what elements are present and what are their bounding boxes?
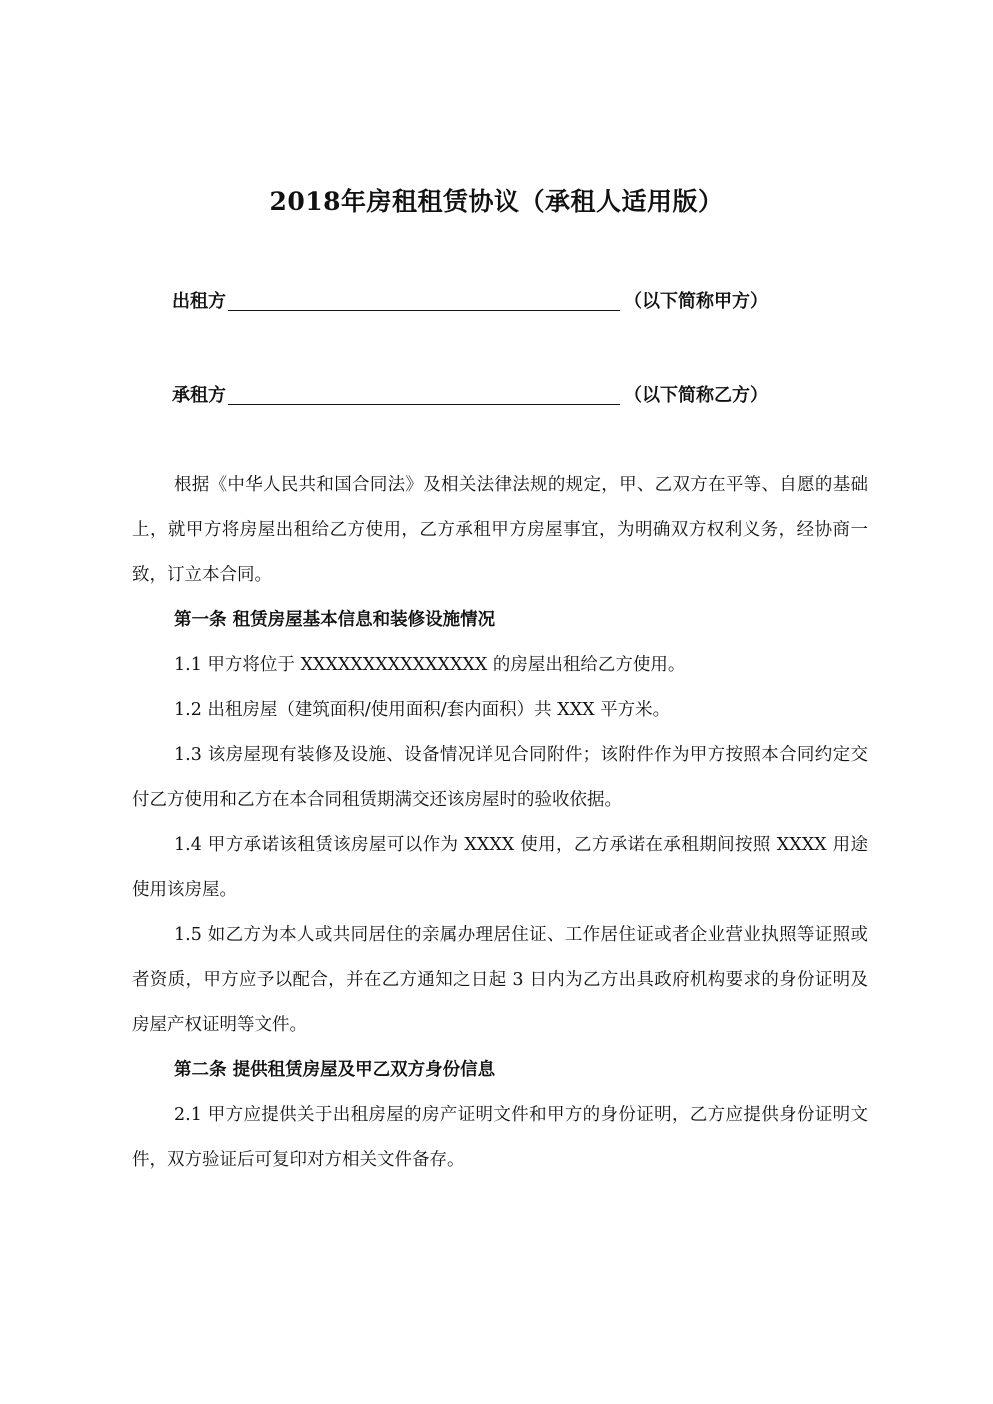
lessor-label: 出租方 bbox=[172, 291, 226, 312]
lessor-blank[interactable] bbox=[228, 288, 620, 311]
lessee-blank[interactable] bbox=[228, 382, 620, 405]
lessee-line bbox=[172, 377, 768, 407]
clause-1-4: 1.4 甲方承诺该租赁该房屋可以作为 XXXX 使用，乙方承诺在承租期间按照 XXXX 用途使用该房屋。 bbox=[132, 835, 868, 900]
clause-1-3: 1.3 该房屋现有装修及设施、设备情况详见合同附件；该附件作为甲方按照本合同约定交付乙方使用和乙方在本合同租赁期满交还该房屋时的验收依据。 bbox=[132, 745, 868, 810]
lessor-suffix: （以下简称甲方） bbox=[624, 291, 768, 312]
lessor-line bbox=[172, 283, 768, 313]
clause-1-2: 1.2 出租房屋（建筑面积/使用面积/套内面积）共 XXX 平方米。 bbox=[174, 700, 671, 720]
intro-paragraph: 根据《中华人民共和国合同法》及相关法律法规的规定，甲、乙双方在平等、自愿的基础上，就甲方将房屋出租给乙方使用，乙方承租甲方房屋事宜，为明确双方权利义务，经协商一致，订立本合同。 bbox=[132, 475, 868, 585]
section-2-heading: 第二条 提供租赁房屋及甲乙双方身份信息 bbox=[174, 1060, 496, 1080]
clause-1-1: 1.1 甲方将位于 XXXXXXXXXXXXXXX 的房屋出租给乙方使用。 bbox=[174, 655, 686, 675]
document-title: 2018年房租租赁协议（承租人适用版） bbox=[269, 187, 724, 216]
lessee-label: 承租方 bbox=[172, 385, 226, 406]
contract-body bbox=[132, 463, 868, 1183]
clause-2-1: 2.1 甲方应提供关于出租房屋的房产证明文件和甲方的身份证明，乙方应提供身份证明文件，双方验证后可复印对方相关文件备存。 bbox=[132, 1105, 868, 1170]
lessee-suffix: （以下简称乙方） bbox=[624, 385, 768, 406]
clause-1-5: 1.5 如乙方为本人或共同居住的亲属办理居住证、工作居住证或者企业营业执照等证照或者资质，甲方应予以配合，并在乙方通知之日起 3 日内为乙方出具政府机构要求的身份证明及房屋产权证明等文件。 bbox=[132, 925, 868, 1035]
section-1-heading: 第一条 租赁房屋基本信息和装修设施情况 bbox=[174, 610, 496, 630]
